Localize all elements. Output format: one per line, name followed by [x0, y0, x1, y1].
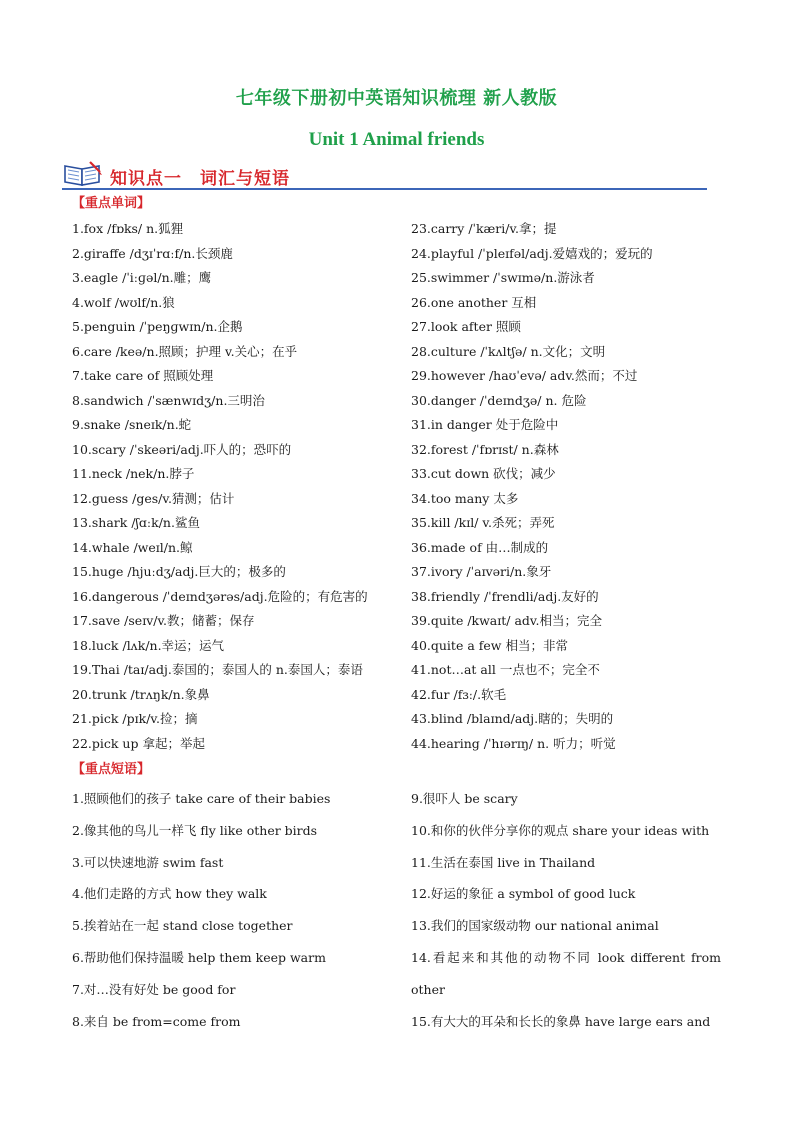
- phrases-right-column: [411, 783, 721, 1037]
- word-item: 18.luck /lʌk/n.幸运；运气: [72, 637, 225, 653]
- word-item: 44.hearing /ˈhɪərɪŋ/ n. 听力；听觉: [411, 735, 616, 751]
- word-item: 27.look after 照顾: [411, 319, 521, 334]
- unit-title: Unit 1 Animal friends: [308, 129, 485, 150]
- word-item: 39.quite /kwaɪt/ adv.相当；完全: [411, 613, 602, 628]
- word-item: 35.kill /kɪl/ v.杀死；弄死: [411, 515, 555, 530]
- word-item: 32.forest /ˈfɒrɪst/ n.森林: [411, 441, 559, 457]
- word-item: 4.wolf /wʊlf/n.狼: [72, 294, 175, 310]
- word-item: 13.shark /ʃɑːk/n.鲨鱼: [72, 515, 200, 530]
- word-item: 41.not…at all 一点也不；完全不: [411, 662, 600, 677]
- words-left-column: [72, 217, 368, 756]
- word-item: 34.too many 太多: [411, 490, 519, 506]
- word-item: 36.made of 由…制成的: [411, 539, 549, 555]
- phrase-item: 13.我们的国家级动物 our national animal: [411, 918, 659, 934]
- word-item: 40.quite a few 相当；非常: [411, 637, 568, 653]
- word-item: 3.eagle /ˈiːɡəl/n.雕；鹰: [72, 270, 212, 285]
- words-right-column: [411, 217, 653, 756]
- word-item: 28.culture /ˈkʌltʃə/ n.文化；文明: [411, 343, 606, 359]
- word-item: 33.cut down 砍伐；减少: [411, 466, 556, 481]
- word-item: 38.friendly /ˈfrendli/adj.友好的: [411, 588, 599, 604]
- word-item: 25.swimmer /ˈswɪmə/n.游泳者: [411, 270, 595, 285]
- section-title: 知识点一 词汇与短语: [110, 169, 290, 189]
- word-item: 24.playful /ˈpleɪfəl/adj.爱嬉戏的；爱玩的: [411, 245, 653, 261]
- phrase-item: 5.挨着站在一起 stand close together: [72, 918, 293, 934]
- word-item: 15.huge /hjuːdʒ/adj.巨大的；极多的: [72, 564, 286, 579]
- book-icon: [62, 160, 104, 187]
- word-item: 2.giraffe /dʒɪˈrɑːf/n.长颈鹿: [72, 245, 233, 261]
- phrase-item: 9.很吓人 be scary: [411, 791, 518, 806]
- word-item: 16.dangerous /ˈdeɪndʒərəs/adj.危险的；有危害的: [72, 588, 368, 604]
- word-item: 17.save /seɪv/v.教；储蓄；保存: [72, 613, 255, 628]
- word-item: 5.penguin /ˈpeŋɡwɪn/n.企鹅: [72, 319, 243, 334]
- word-item: 8.sandwich /ˈsænwɪdʒ/n.三明治: [72, 392, 265, 408]
- word-item: 26.one another 互相: [411, 294, 537, 310]
- phrase-item: 12.好运的象征 a symbol of good luck: [411, 886, 636, 902]
- word-item: 23.carry /ˈkæri/v.拿；提: [411, 221, 557, 236]
- section-header: [62, 160, 707, 190]
- word-item: 42.fur /fɜː/.软毛: [411, 686, 507, 702]
- word-item: 19.Thai /taɪ/adj.泰国的；泰国人的 n.泰国人；泰语: [72, 662, 363, 677]
- word-item: 10.scary /ˈskeəri/adj.吓人的；恐吓的: [72, 441, 292, 457]
- word-item: 29.however /haʊˈevə/ adv.然而；不过: [411, 368, 638, 383]
- word-item: 20.trunk /trʌŋk/n.象鼻: [72, 686, 210, 702]
- word-item: 14.whale /weɪl/n.鲸: [72, 539, 193, 555]
- phrase-item: 3.可以快速地游 swim fast: [72, 854, 224, 870]
- phrase-item: other: [411, 981, 445, 997]
- word-item: 12.guess /ges/v.猜测；估计: [72, 490, 235, 506]
- phrase-item: 15.有大大的耳朵和长长的象鼻 have large ears and: [411, 1013, 711, 1029]
- word-item: 22.pick up 拿起；举起: [72, 735, 205, 751]
- word-item: 9.snake /sneɪk/n.蛇: [72, 417, 192, 432]
- phrase-item: 14.看起来和其他的动物不同 look different from: [411, 949, 721, 965]
- phrase-item: 11.生活在泰国 live in Thailand: [411, 854, 596, 870]
- page-title: 七年级下册初中英语知识梳理 新人教版: [235, 88, 558, 109]
- key-words-tag: 【重点单词】: [72, 196, 151, 211]
- word-item: 37.ivory /ˈaɪvəri/n.象牙: [411, 564, 552, 579]
- word-item: 43.blind /blaɪnd/adj.瞎的；失明的: [411, 711, 614, 726]
- phrase-item: 4.他们走路的方式 how they walk: [72, 886, 267, 902]
- key-phrases-tag: 【重点短语】: [72, 762, 151, 777]
- word-item: 7.take care of 照顾处理: [72, 368, 214, 383]
- word-item: 21.pick /pɪk/v.捡；摘: [72, 711, 198, 726]
- phrase-item: 8.来自 be from=come from: [72, 1013, 241, 1029]
- word-item: 31.in danger 处于危险中: [411, 417, 559, 432]
- phrase-item: 10.和你的伙伴分享你的观点 share your ideas with: [411, 822, 710, 838]
- phrase-item: 7.对…没有好处 be good for: [72, 981, 236, 997]
- word-item: 6.care /keə/n.照顾；护理 v.关心；在乎: [72, 343, 298, 359]
- phrases-left-column: [72, 783, 330, 1037]
- word-item: 1.fox /fɒks/ n.狐狸: [72, 221, 184, 236]
- word-item: 11.neck /nek/n.脖子: [72, 466, 195, 481]
- word-item: 30.danger /ˈdeɪndʒə/ n. 危险: [411, 392, 587, 408]
- phrase-item: 2.像其他的鸟儿一样飞 fly like other birds: [72, 822, 318, 838]
- phrase-item: 6.帮助他们保持温暖 help them keep warm: [72, 949, 326, 965]
- phrase-item: 1.照顾他们的孩子 take care of their babies: [72, 791, 331, 806]
